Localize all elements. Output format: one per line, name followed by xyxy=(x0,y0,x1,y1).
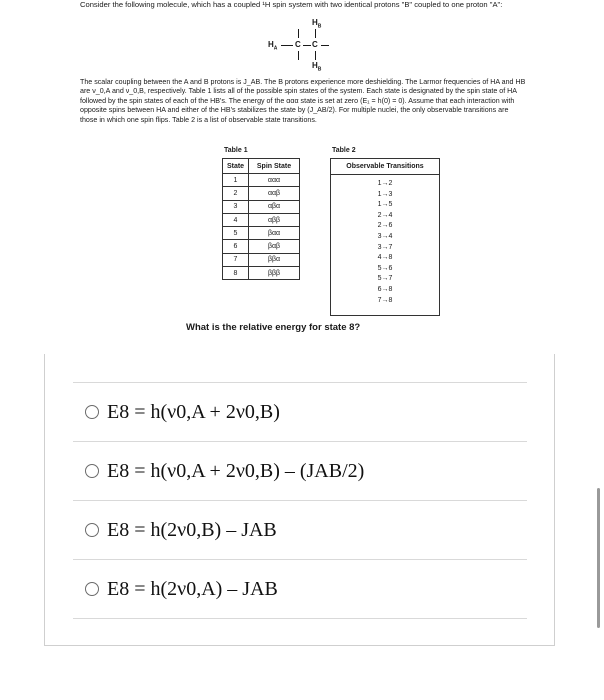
table1 xyxy=(222,158,300,280)
table-row xyxy=(223,253,300,266)
carbon-2: C xyxy=(312,40,318,49)
state-cell: 3 xyxy=(223,200,249,213)
table1-title: Table 1 xyxy=(224,147,248,154)
table-row xyxy=(223,200,300,213)
bond-vertical-bottom-left xyxy=(298,51,299,60)
state-cell: 6 xyxy=(223,240,249,253)
bond-ha-c xyxy=(281,45,293,46)
transition-item: 5→6 xyxy=(377,264,393,272)
transition-item: 3→4 xyxy=(377,232,393,240)
spin-cell: αβα xyxy=(249,200,300,213)
table1-header-state: State xyxy=(223,159,249,174)
table-row xyxy=(223,187,300,200)
state-cell: 5 xyxy=(223,227,249,240)
bond-c-c xyxy=(303,45,311,46)
state-cell: 7 xyxy=(223,253,249,266)
table-row xyxy=(223,267,300,280)
transition-item: 3→7 xyxy=(377,243,393,251)
spin-cell: ααα xyxy=(249,174,300,187)
question-description xyxy=(80,78,526,125)
state-cell: 4 xyxy=(223,213,249,226)
scrollbar-thumb[interactable] xyxy=(597,488,600,628)
radio-button[interactable] xyxy=(85,582,99,596)
table-row xyxy=(223,240,300,253)
spin-cell: αββ xyxy=(249,213,300,226)
bond-vertical-top xyxy=(315,29,316,38)
state-cell: 2 xyxy=(223,187,249,200)
choice-label: E8 = h(ν0,A + 2ν0,B) xyxy=(107,400,280,423)
transition-item: 4→8 xyxy=(377,254,393,262)
choice-label: E8 = h(2ν0,A) – JAB xyxy=(107,577,278,600)
choice-option-4[interactable] xyxy=(73,559,527,619)
bond-vertical-top-left xyxy=(298,29,299,38)
choice-label: E8 = h(ν0,A + 2ν0,B) – (JAB/2) xyxy=(107,459,365,482)
description-text: The scalar coupling between the A and B protons is J_AB. The B protons experience more deshielding. The Larmor frequencies of HA and HB are ν_0,A and ν_0,B, respectively. Table 1 lists all of the possible spin states of the system. Each state is designated by the spin state of HA followed by the spin states of each of the HB's. The energy of the ααα state is set at zero (E₁ = h(0) = 0). Assume that each interaction with opposite spins between HA and either of the HB's stabilizes the state by (J_AB/2). For multiple nuclei, the only observable transitions are those in which one spin flips. Table 2 is a list of observable state transitions. xyxy=(80,78,526,124)
spin-cell: ααβ xyxy=(249,187,300,200)
state-cell: 1 xyxy=(223,174,249,187)
spin-cell: βαα xyxy=(249,227,300,240)
transition-item: 7→8 xyxy=(377,296,393,304)
table1-header-spin: Spin State xyxy=(249,159,300,174)
choice-option-2[interactable] xyxy=(73,441,527,500)
hb-top-label: $H_B$ xyxy=(312,18,322,30)
table-row xyxy=(223,213,300,226)
spin-cell: ββα xyxy=(249,253,300,266)
answer-choices xyxy=(73,382,527,619)
molecule-structure xyxy=(250,18,360,78)
state-cell: 8 xyxy=(223,267,249,280)
transition-item: 1→5 xyxy=(377,201,393,209)
question-intro xyxy=(80,0,525,10)
table2-header: Observable Transitions xyxy=(331,159,439,175)
transition-item: 1→3 xyxy=(377,190,393,198)
table2-rows xyxy=(331,175,439,306)
transition-item: 2→6 xyxy=(377,222,393,230)
table2 xyxy=(330,158,440,316)
spin-cell: βαβ xyxy=(249,240,300,253)
question-prompt: What is the relative energy for state 8? xyxy=(186,322,361,333)
transition-item: 2→4 xyxy=(377,211,393,219)
choice-label: E8 = h(2ν0,B) – JAB xyxy=(107,518,277,541)
transition-item: 6→8 xyxy=(377,285,393,293)
radio-button[interactable] xyxy=(85,523,99,537)
transition-item: 1→2 xyxy=(377,180,393,187)
radio-button[interactable] xyxy=(85,405,99,419)
ha-label: $H_A$ xyxy=(268,40,278,52)
table2-title: Table 2 xyxy=(332,147,356,154)
hb-bottom-label: $H_B$ xyxy=(312,61,322,73)
spin-cell: βββ xyxy=(249,267,300,280)
table-row xyxy=(223,227,300,240)
bond-vertical-bottom xyxy=(315,51,316,60)
table-row xyxy=(223,174,300,187)
choice-option-1[interactable] xyxy=(73,382,527,441)
bond-c-right xyxy=(321,45,329,46)
transition-item: 5→7 xyxy=(377,275,393,283)
choice-option-3[interactable] xyxy=(73,500,527,559)
carbon-1: C xyxy=(295,40,301,49)
intro-text: Consider the following molecule, which has a coupled ¹H spin system with two identical protons "B" coupled to one proton "A": xyxy=(80,0,503,9)
radio-button[interactable] xyxy=(85,464,99,478)
